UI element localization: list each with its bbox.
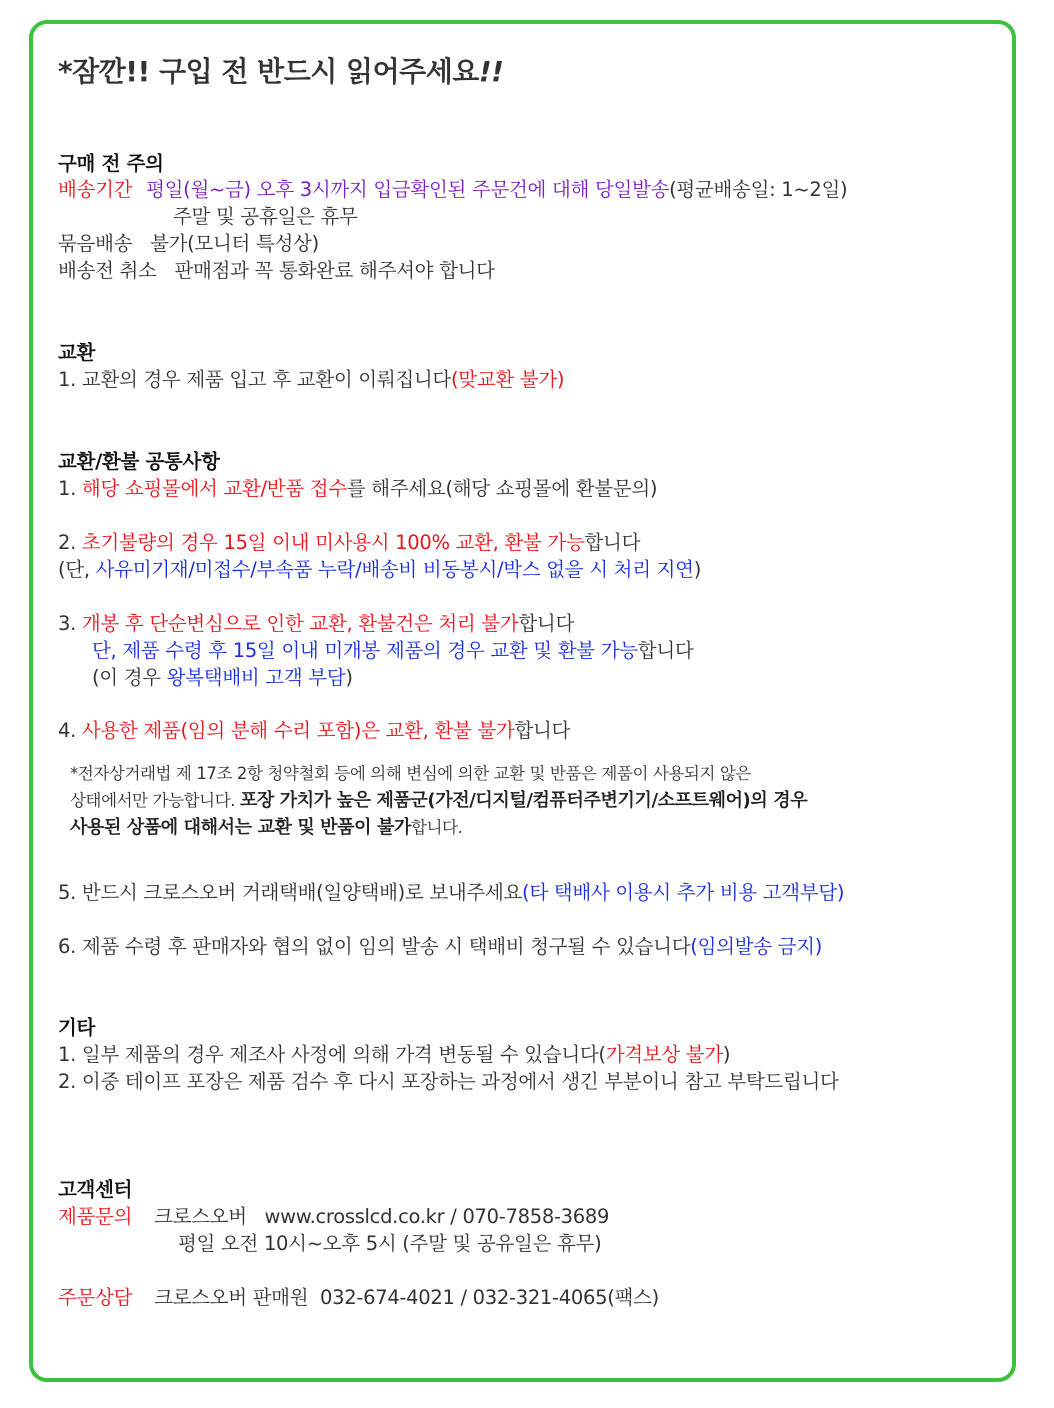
section-heading-pre-purchase: 구매 전 주의 bbox=[58, 152, 164, 175]
law-note-line-3-rest: 합니다. bbox=[410, 818, 463, 837]
common-item-3-sub-2-highlight: 왕복택배비 고객 부담 bbox=[166, 666, 346, 689]
law-note-line-2-bold: 포장 가치가 높은 제품군(가전/디지털/컴퓨터주변기기/소프트웨어)의 경우 bbox=[239, 790, 808, 811]
title-text: *잠깐!! 구입 전 반드시 읽어주세요 bbox=[58, 55, 479, 88]
cancel-label: 배송전 취소 bbox=[58, 259, 157, 282]
section-heading-etc: 기타 bbox=[58, 1016, 96, 1039]
law-note-line-2 bbox=[70, 788, 807, 814]
common-item-6-open: ( bbox=[690, 935, 698, 958]
common-item-3-sub-2-open: (이 경우 bbox=[92, 666, 167, 689]
order-consult-line bbox=[58, 1285, 659, 1311]
common-item-4 bbox=[58, 718, 570, 744]
common-item-1-highlight: 해당 쇼핑몰에서 교환/반품 접수 bbox=[81, 477, 347, 500]
common-item-5-highlight: 타 택배사 이용시 추가 비용 고객부담 bbox=[529, 881, 837, 904]
product-inquiry-label: 제품문의 bbox=[58, 1205, 133, 1228]
product-inquiry-text: 크로스오버 www.crosslcd.co.kr / 070-7858-3689 bbox=[154, 1205, 610, 1228]
common-item-4-number: 4. bbox=[58, 719, 82, 742]
bundle-shipping-text: 불가(모니터 특성상) bbox=[150, 232, 319, 255]
common-item-3-sub-1-rest: 합니다 bbox=[637, 639, 694, 662]
etc-item-2: 2. 이중 테이프 포장은 제품 검수 후 다시 포장하는 과정에서 생긴 부분이니 참고 부탁드립니다 bbox=[58, 1070, 839, 1093]
shipping-period-line bbox=[58, 177, 847, 203]
common-item-6 bbox=[58, 934, 822, 960]
common-item-4-rest: 합니다 bbox=[514, 719, 571, 742]
common-item-6-text: 6. 제품 수령 후 판매자와 협의 없이 임의 발송 시 택배비 청구될 수 있습니다 bbox=[58, 935, 691, 958]
law-note-line-2-text: 상태에서만 가능합니다. bbox=[70, 791, 240, 810]
common-item-3-number: 3. bbox=[58, 612, 82, 635]
product-inquiry-line bbox=[58, 1204, 609, 1230]
common-item-4-highlight: 사용한 제품(임의 분해 수리 포함)은 교환, 환불 불가 bbox=[81, 719, 515, 742]
bundle-shipping-line bbox=[58, 231, 319, 257]
common-item-2-number: 2. bbox=[58, 531, 82, 554]
etc-item-1-highlight: 가격보상 불가 bbox=[605, 1043, 723, 1066]
common-item-3-sub-2 bbox=[92, 665, 353, 691]
common-item-2-sub-open: (단, bbox=[58, 558, 96, 581]
exchange-item-1-note: (맞교환 불가) bbox=[450, 368, 565, 391]
law-note-line-3-bold: 사용된 상품에 대해서는 교환 및 반품이 불가 bbox=[70, 817, 411, 838]
common-item-5-open: ( bbox=[522, 881, 530, 904]
section-heading-exchange: 교환 bbox=[58, 341, 96, 364]
cancel-line bbox=[58, 258, 495, 284]
common-item-1-rest: 를 해주세요(해당 쇼핑몰에 환불문의) bbox=[346, 477, 658, 500]
common-item-3 bbox=[58, 611, 574, 637]
etc-item-1-text: 1. 일부 제품의 경우 제조사 사정에 의해 가격 변동될 수 있습니다 bbox=[58, 1043, 599, 1066]
etc-item-1-close: ) bbox=[722, 1043, 731, 1066]
common-item-2-sub bbox=[58, 557, 701, 583]
common-item-5-text: 5. 반드시 크로스오버 거래택배(일양택배)로 보내주세요 bbox=[58, 881, 523, 904]
common-item-3-sub-1 bbox=[92, 638, 693, 664]
product-inquiry-hours: 평일 오전 10시~오후 5시 (주말 및 공유일은 휴무) bbox=[178, 1232, 602, 1255]
weekend-note: 주말 및 공휴일은 휴무 bbox=[173, 205, 358, 228]
common-item-3-rest: 합니다 bbox=[518, 612, 574, 635]
notice-title bbox=[58, 52, 503, 92]
common-item-6-highlight: 임의발송 금지 bbox=[697, 935, 815, 958]
law-note-line-3 bbox=[70, 815, 462, 841]
common-item-2-sub-highlight: 사유미기재/미접수/부속품 누락/배송비 비동봉시/박스 없을 시 처리 지연 bbox=[95, 558, 694, 581]
cancel-text: 판매점과 꼭 통화완료 해주셔야 합니다 bbox=[174, 259, 495, 282]
shipping-average: (평균배송일: 1~2일) bbox=[669, 178, 848, 201]
common-item-3-sub-1-highlight: 단, 제품 수령 후 15일 이내 미개봉 제품의 경우 교환 및 환불 가능 bbox=[92, 639, 638, 662]
common-item-6-close: ) bbox=[814, 935, 823, 958]
bundle-shipping-label: 묶음배송 bbox=[58, 232, 133, 255]
common-item-2-sub-close: ) bbox=[693, 558, 702, 581]
common-item-1 bbox=[58, 476, 657, 502]
title-exclamation: !! bbox=[478, 55, 504, 88]
common-item-3-sub-2-close: ) bbox=[345, 666, 353, 689]
shipping-period-text: 평일(월~금) 오후 3시까지 입금확인된 주문건에 대해 당일발송 bbox=[146, 178, 670, 201]
etc-item-1-open: ( bbox=[598, 1043, 606, 1066]
shipping-period-label: 배송기간 bbox=[58, 178, 133, 201]
section-heading-customer-center: 고객센터 bbox=[58, 1178, 133, 1201]
common-item-3-highlight: 개봉 후 단순변심으로 인한 교환, 환불건은 처리 불가 bbox=[81, 612, 519, 635]
order-consult-text: 크로스오버 판매원 032-674-4021 / 032-321-4065(팩스) bbox=[154, 1286, 659, 1309]
common-item-1-number: 1. bbox=[58, 477, 82, 500]
common-item-2-highlight: 초기불량의 경우 15일 이내 미사용시 100% 교환, 환불 가능 bbox=[81, 531, 585, 554]
common-item-5 bbox=[58, 880, 844, 906]
etc-item-1 bbox=[58, 1042, 730, 1068]
section-heading-common: 교환/환불 공통사항 bbox=[58, 450, 220, 473]
common-item-5-close: ) bbox=[836, 881, 845, 904]
order-consult-label: 주문상담 bbox=[58, 1286, 133, 1309]
common-item-2 bbox=[58, 530, 640, 556]
common-item-2-rest: 합니다 bbox=[584, 531, 641, 554]
exchange-item-1 bbox=[58, 367, 564, 393]
law-note-line-1: *전자상거래법 제 17조 2항 청약철회 등에 의해 변심에 의한 교환 및 반품은 제품이 사용되지 않은 bbox=[70, 764, 751, 783]
exchange-item-1-text: 1. 교환의 경우 제품 입고 후 교환이 이뤄집니다 bbox=[58, 368, 451, 391]
